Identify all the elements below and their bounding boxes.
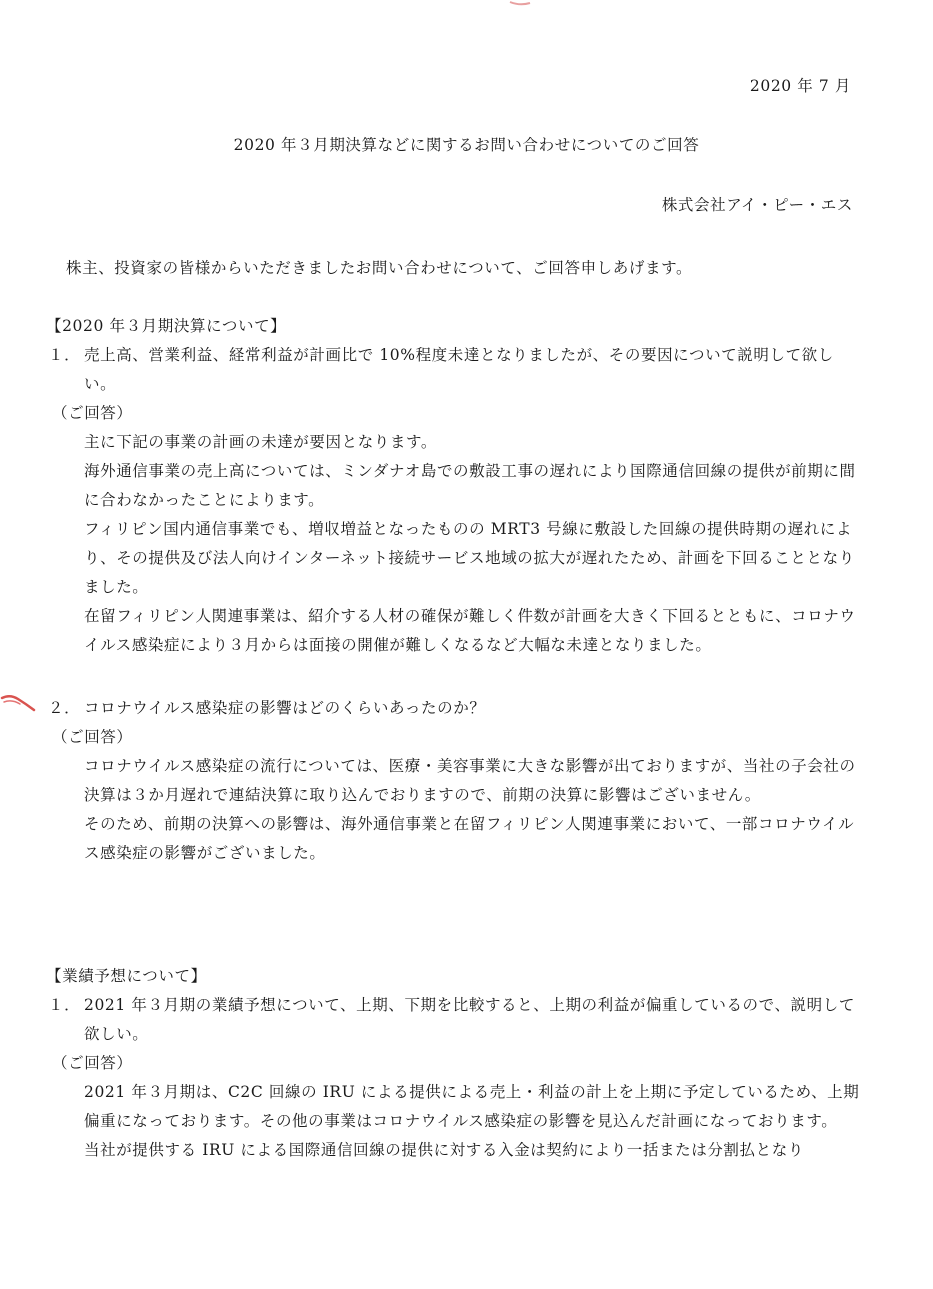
answer-paragraph: 主に下記の事業の計画の未達が要因となります。	[84, 433, 437, 451]
section-results-q2	[48, 694, 860, 868]
red-ink-mark-left	[0, 690, 36, 716]
section-results	[48, 312, 860, 660]
answer-body	[48, 428, 860, 660]
intro-text: 株主、投資家の皆様からいただきましたお問い合わせについて、ご回答申しあげます。	[66, 259, 693, 277]
question-2	[48, 694, 860, 723]
answer-paragraph: フィリピン国内通信事業でも、増収増益となったものの MRT3 号線に敷設した回線の提供時期の遅れにより、その提供及び法人向けインターネット接続サービス地域の拡大が遅れたため、計画を下回ることとなりました。	[84, 520, 855, 596]
answer-label: （ご回答）	[52, 1054, 133, 1072]
answer-paragraph: 2021 年３月期は、C2C 回線の IRU による提供による売上・利益の計上を上期に予定しているため、上期偏重になっております。その他の事業はコロナウイルス感染症の影響を見込んだ計画になっております。	[84, 1083, 860, 1130]
answer-body	[48, 1078, 860, 1165]
question-1	[48, 991, 860, 1049]
question-1	[48, 341, 860, 399]
section-forecast	[48, 962, 860, 1165]
document-title: 2020 年３月期決算などに関するお問い合わせについてのご回答	[233, 136, 700, 154]
company-name: 株式会社アイ・ピー・エス	[661, 196, 853, 214]
question-number: １．	[48, 996, 81, 1014]
question-number: １．	[48, 346, 81, 364]
red-ink-mark-top	[500, 0, 540, 10]
question-text: コロナウイルス感染症の影響はどのくらいあったのか？	[84, 699, 486, 717]
question-text: 2021 年３月期の業績予想について、上期、下期を比較すると、上期の利益が偏重しているので、説明して欲しい。	[84, 996, 855, 1043]
answer-paragraph: コロナウイルス感染症の流行については、医療・美容事業に大きな影響が出ておりますが、当社の子会社の決算は３か月遅れで連結決算に取り込んでおりますので、前期の決算に影響はございません。	[84, 757, 856, 804]
answer-paragraph: 在留フィリピン人関連事業は、紹介する人材の確保が難しく件数が計画を大きく下回るとともに、コロナウイルス感染症により３月からは面接の開催が難しくなるなど大幅な未達となりました。	[84, 607, 856, 654]
question-number: ２．	[48, 699, 81, 717]
document-date: 2020 年 7 月	[749, 77, 851, 95]
answer-body	[48, 752, 860, 868]
question-text: 売上高、営業利益、経常利益が計画比で 10%程度未達となりましたが、その要因について説明して欲しい。	[84, 346, 834, 393]
answer-label: （ご回答）	[52, 728, 133, 746]
answer-paragraph: 海外通信事業の売上高については、ミンダナオ島での敷設工事の遅れにより国際通信回線の提供が前期に間に合わなかったことによります。	[84, 462, 856, 509]
answer-label: （ご回答）	[52, 404, 133, 422]
section-heading: 【業績予想について】	[46, 967, 207, 985]
answer-paragraph: そのため、前期の決算への影響は、海外通信事業と在留フィリピン人関連事業において、一部コロナウイルス感染症の影響がございました。	[84, 815, 855, 862]
section-heading: 【2020 年３月期決算について】	[46, 317, 287, 335]
answer-paragraph: 当社が提供する IRU による国際通信回線の提供に対する入金は契約により一括または分割払となり	[84, 1141, 804, 1159]
